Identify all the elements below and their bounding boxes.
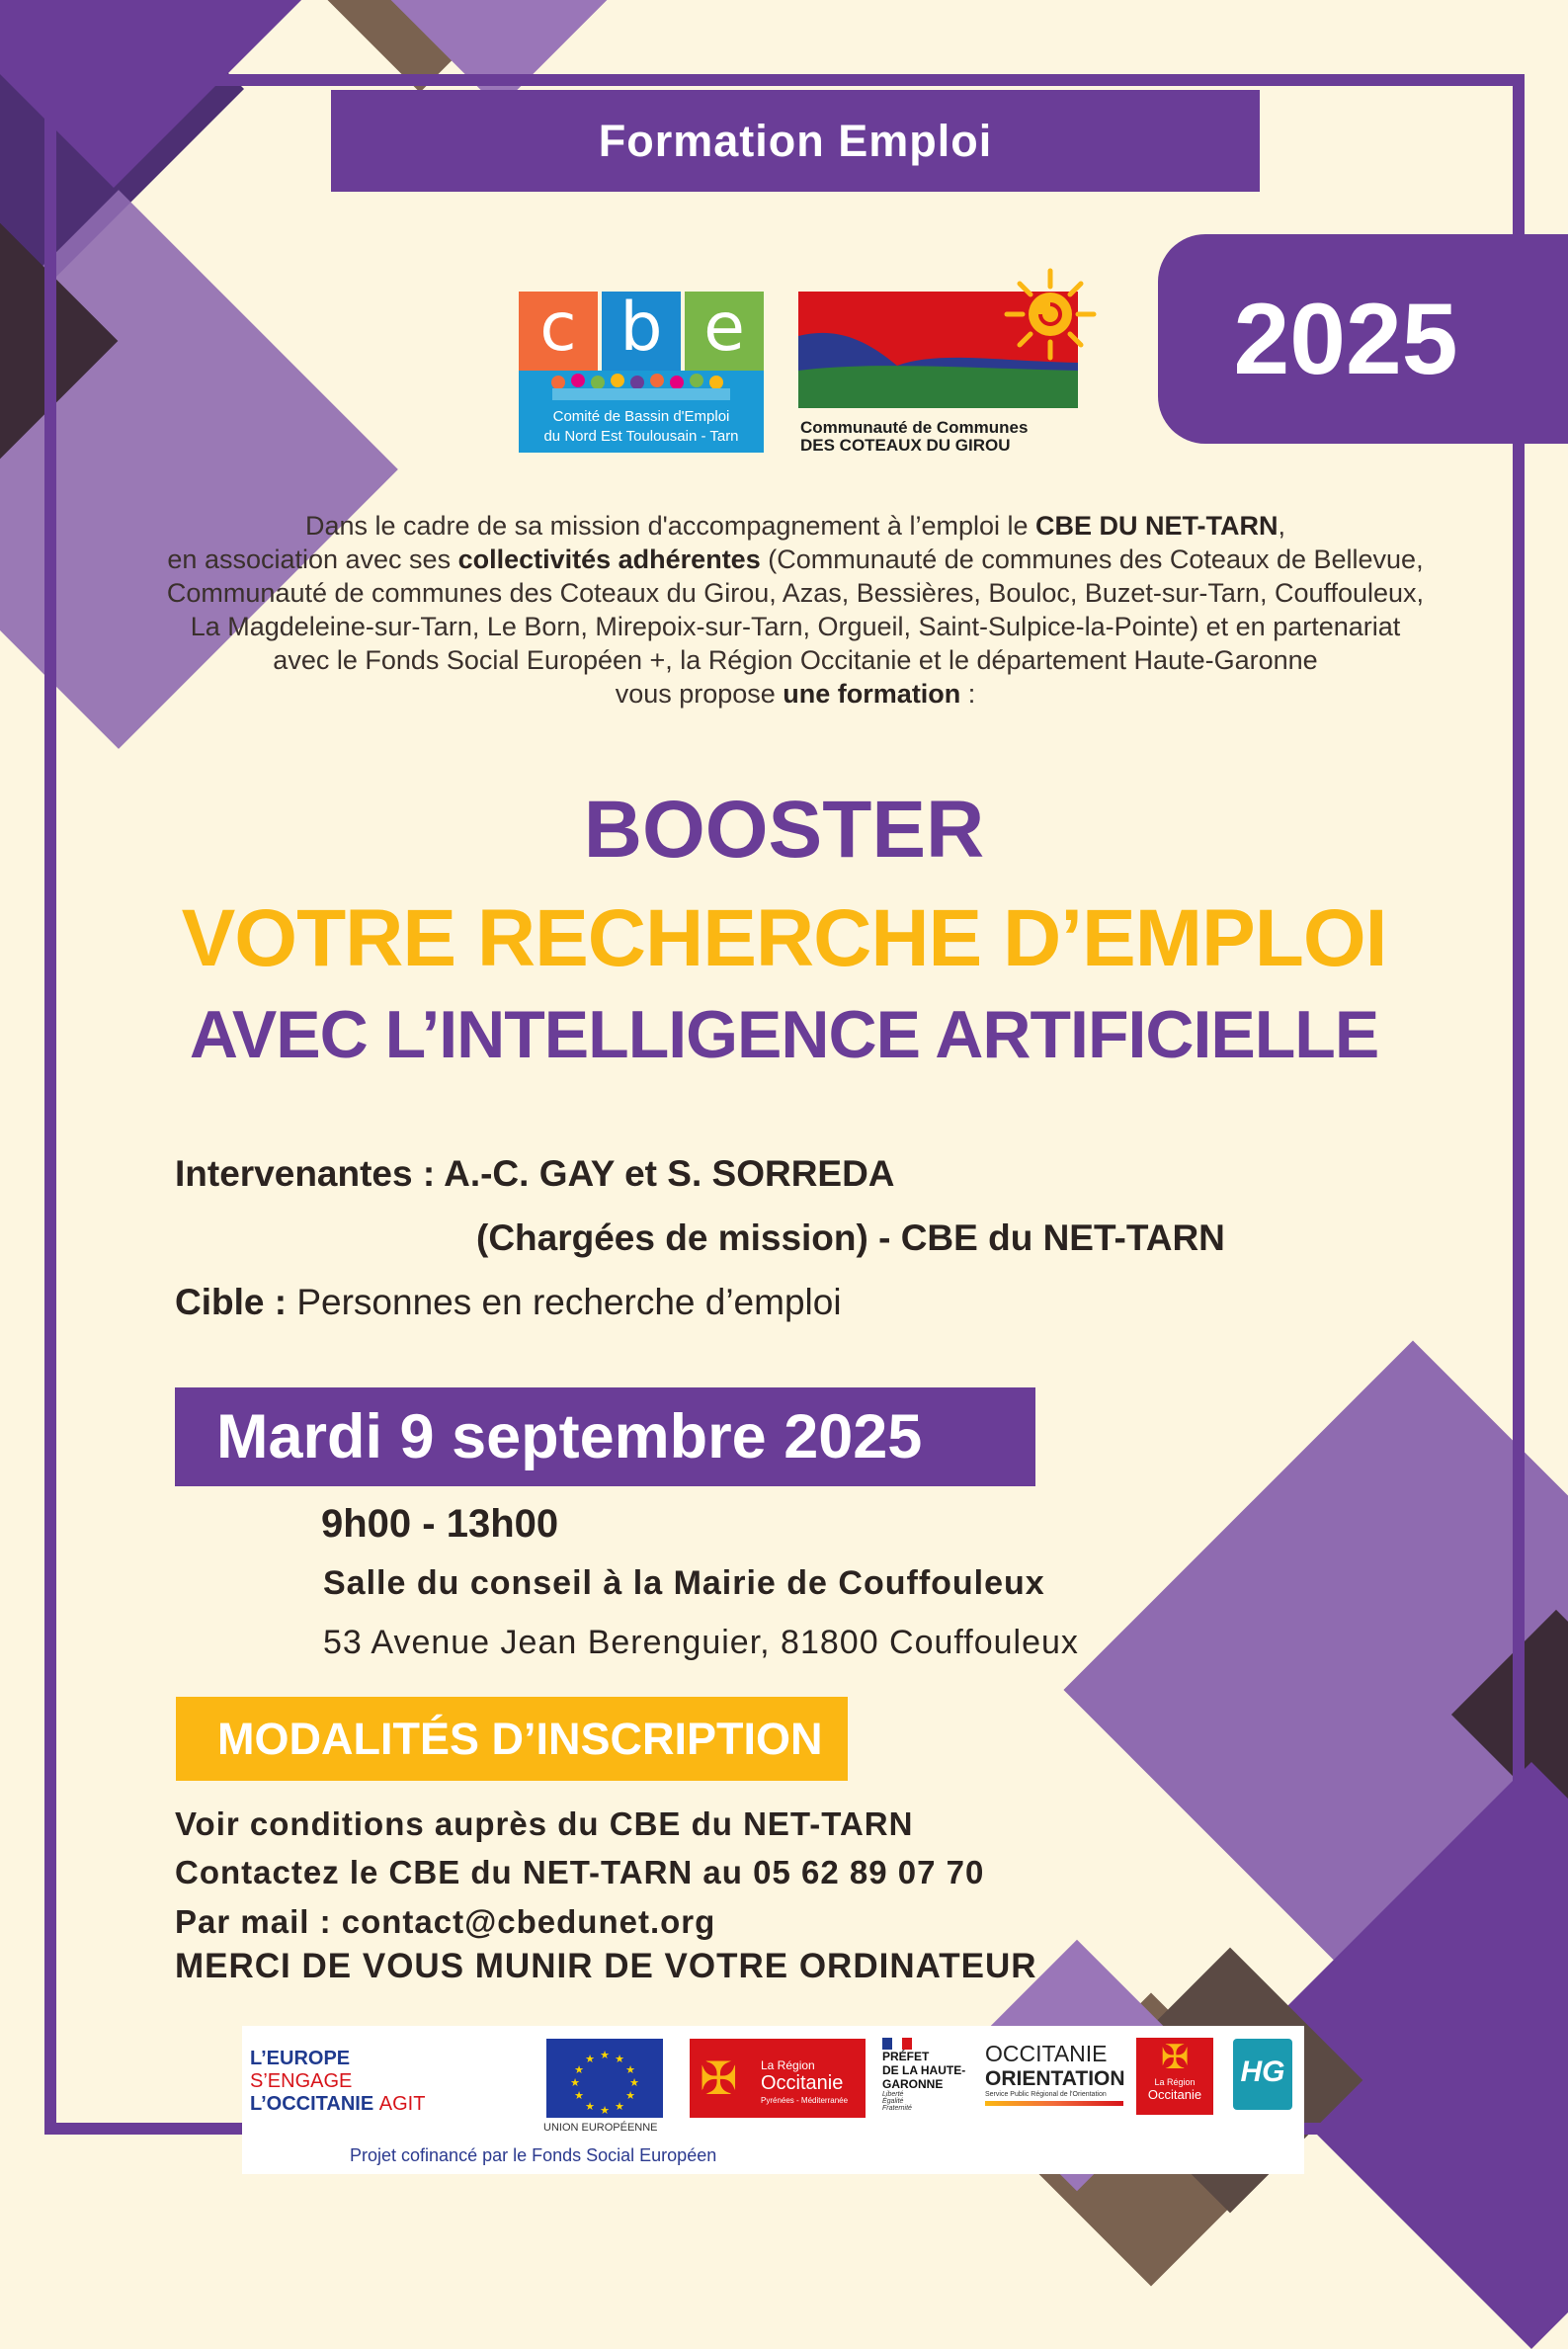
cofinance-text: Projet cofinancé par le Fonds Social Européen (350, 2145, 717, 2165)
svg-text:★: ★ (570, 2076, 580, 2089)
intro-line-5: avec le Fonds Social Européen +, la Région Occitanie et le département Haute-Garonne (273, 645, 1318, 675)
svg-text:★: ★ (625, 2089, 635, 2102)
eu-flag-icon (546, 2039, 663, 2118)
orient-line2: ORIENTATION (985, 2067, 1125, 2090)
sun-icon (1001, 265, 1100, 364)
cbe-logo (519, 289, 764, 453)
french-flag-icon (882, 2038, 912, 2050)
intro-paragraph (128, 509, 1462, 711)
prefet-line3: GARONNE (882, 2077, 944, 2091)
ccg-line1: Communauté de Communes (800, 418, 1029, 437)
event-address: 53 Avenue Jean Berenguier, 81800 Couffouleux (323, 1624, 1079, 1661)
svg-text:★: ★ (574, 2063, 584, 2076)
prefet-line1: PRÉFET (882, 2050, 930, 2063)
year-badge: 2025 (1158, 234, 1568, 444)
region-occitanie-logo-small (1136, 2038, 1213, 2115)
svg-text:★: ★ (585, 2100, 595, 2113)
coteaux-girou-logo (798, 265, 1114, 458)
prefet-motto: Liberté Égalité Fraternité (882, 2091, 912, 2112)
speakers: Intervenantes : A.-C. GAY et S. SORREDA (175, 1153, 895, 1194)
intro-line-2: en association avec ses collectivités adhérentes (Communauté de communes des Coteaux de Bellevue, (167, 545, 1424, 574)
eu-stars-icon (546, 2039, 663, 2118)
event-venue: Salle du conseil à la Mairie de Couffouleux (323, 1564, 1045, 1602)
region-line2: Occitanie (761, 2072, 844, 2094)
title-recherche-emploi: VOTRE RECHERCHE D’EMPLOI (181, 893, 1387, 983)
occitan-cross-icon: ✠ (700, 2053, 738, 2104)
region-occitanie-logo (690, 2039, 866, 2118)
cbe-letter-b: b (602, 292, 681, 371)
svg-text:★: ★ (625, 2063, 635, 2076)
ccg-line2: DES COTEAUX DU GIROU (800, 436, 1011, 455)
region2-line2: Occitanie (1147, 2087, 1202, 2102)
svg-text:★: ★ (600, 2104, 610, 2117)
region-line1: La Région (761, 2058, 815, 2072)
cbe-caption-2: du Nord Est Toulousain - Tarn (543, 428, 739, 445)
svg-text:★: ★ (574, 2089, 584, 2102)
occitan-cross-icon-small: ✠ (1160, 2039, 1190, 2076)
europe-text-1: L’EUROPE (250, 2048, 351, 2069)
svg-text:★: ★ (600, 2049, 610, 2061)
title-intelligence-artificielle: AVEC L’INTELLIGENCE ARTIFICIELLE (189, 997, 1379, 1072)
bring-computer-notice: MERCI DE VOUS MUNIR DE VOTRE ORDINATEUR (175, 1947, 1037, 1985)
europe-occitanie-logo (250, 2048, 448, 2116)
registration-heading: MODALITÉS D’INSCRIPTION (176, 1697, 848, 1781)
cbe-caption-1: Comité de Bassin d'Emploi (552, 408, 730, 425)
cbe-letter-c: c (519, 292, 598, 371)
prefet-line2: DE LA HAUTE- (882, 2063, 966, 2077)
registration-phone: Contactez le CBE du NET-TARN au 05 62 89 07 70 (175, 1854, 985, 1890)
svg-text:★: ★ (585, 2053, 595, 2065)
cbe-people-band (519, 371, 764, 453)
eu-label: UNION EUROPÉENNE (543, 2122, 658, 2134)
occitanie-text-1: L’OCCITANIE (250, 2093, 379, 2115)
event-date: Mardi 9 septembre 2025 (175, 1387, 1035, 1486)
orientation-color-bar (985, 2101, 1123, 2106)
intro-line-3: Communauté de communes des Coteaux du Girou, Azas, Bessières, Bouloc, Buzet-sur-Tarn, Couffouleux, (166, 578, 1425, 608)
haute-garonne-logo: HG (1233, 2039, 1292, 2110)
svg-text:★: ★ (615, 2053, 624, 2065)
prefet-logo (882, 2038, 981, 2112)
svg-text:★: ★ (629, 2076, 639, 2089)
formation-emploi-banner: Formation Emploi (331, 90, 1260, 192)
region2-line1: La Région (1154, 2077, 1196, 2087)
title-booster: BOOSTER (583, 785, 985, 875)
people-icon (548, 373, 736, 402)
intro-line-6: vous propose une formation : (615, 679, 976, 709)
intro-line-4: La Magdeleine-sur-Tarn, Le Born, Mirepoix-sur-Tarn, Orgueil, Saint-Sulpice-la-Pointe) et en partenariat (190, 612, 1401, 641)
cbe-letter-e: e (685, 292, 764, 371)
occitanie-text-2: AGIT (378, 2093, 426, 2115)
orient-line1: OCCITANIE (985, 2041, 1108, 2066)
svg-text:★: ★ (615, 2100, 624, 2113)
target-audience: Cible : Personnes en recherche d’emploi (175, 1282, 842, 1322)
occitanie-orientation-logo (985, 2041, 1133, 2106)
partner-logos-footer (242, 2026, 1304, 2174)
intro-line-1: Dans le cadre de sa mission d'accompagnement à l’emploi le CBE DU NET-TARN, (304, 511, 1286, 541)
region-line3: Pyrénées - Méditerranée (761, 2096, 849, 2105)
event-time: 9h00 - 13h00 (321, 1502, 559, 1546)
registration-conditions: Voir conditions auprès du CBE du NET-TARN (175, 1805, 914, 1842)
orient-line3: Service Public Régional de l'Orientation (985, 2091, 1107, 2098)
registration-email[interactable]: Par mail : contact@cbedunet.org (175, 1903, 716, 1940)
europe-text-2: S’ENGAGE (250, 2070, 353, 2092)
speakers-role: (Chargées de mission) - CBE du NET-TARN (476, 1217, 1225, 1258)
